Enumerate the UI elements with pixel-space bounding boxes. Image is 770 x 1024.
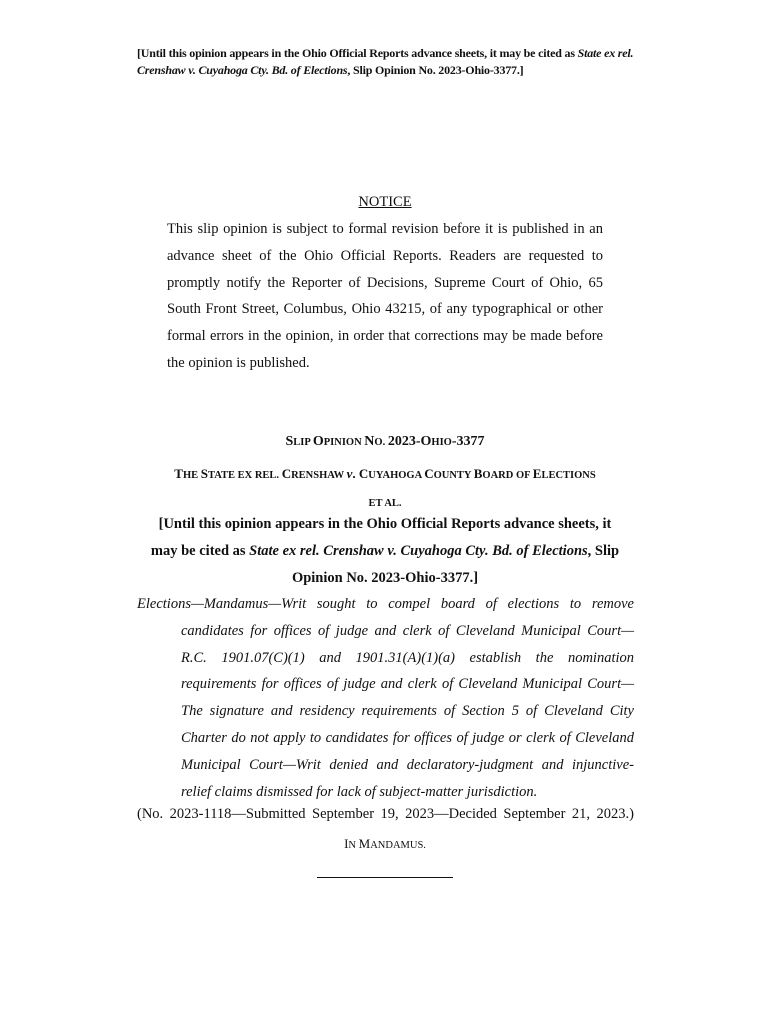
sc-rest: HIO [431, 437, 452, 448]
notice-line: formal errors in the opinion, in order that corrections may be made before [167, 328, 603, 345]
citation-line: Opinion No. 2023-Ohio-3377.] [291, 570, 479, 586]
header-note-case-name: State ex rel. Crenshaw v. Cuyahoga Cty. Bd. of Elections [137, 46, 634, 77]
versus: v [346, 466, 353, 481]
syllabus-line: Charter do not apply to candidates for offices of judge or clerk of Cleveland [181, 729, 634, 746]
sc-letter: -3377 [451, 434, 485, 449]
sc-rest: N [348, 840, 359, 851]
syllabus-line: R.C. 1901.07(C)(1) and 1901.31(A)(1)(a) establish the nomination [181, 649, 634, 666]
sc-rest: . [352, 466, 359, 481]
sc-letter: C [424, 466, 434, 481]
et-al: ET AL. [368, 498, 402, 509]
syllabus-line: candidates for offices of judge and clerk of Cleveland Municipal Court— [181, 622, 634, 639]
sc-rest: OUNTY [433, 470, 474, 481]
sc-rest: OARD OF [482, 470, 533, 481]
notice-line: promptly notify the Reporter of Decisions, Supreme Court of Ohio, 65 [167, 274, 603, 291]
section-divider [317, 877, 453, 878]
syllabus-line: relief claims dismissed for lack of subject-matter jurisdiction. [181, 783, 538, 800]
sc-letter: B [473, 466, 483, 481]
sc-letter: O [312, 434, 324, 449]
citation-line: [Until this opinion appears in the Ohio Official Reports advance sheets, it [158, 516, 612, 532]
header-note-prefix: [Until this opinion appears in the Ohio Official Reports advance sheets, it may be cited as [137, 46, 578, 60]
sc-rest: HE [182, 470, 201, 481]
sc-letter: C [281, 466, 292, 481]
syllabus-line: Elections—Mandamus—Writ sought to compel board of elections to remove [137, 596, 634, 612]
citation-case-name: State ex rel. Crenshaw v. Cuyahoga Cty. Bd. of Elections [249, 543, 588, 559]
in-mandamus [0, 836, 770, 852]
sc-letter: E [532, 466, 542, 481]
case-dates: (No. 2023-1118—Submitted September 19, 2023—Decided September 21, 2023.) [137, 806, 634, 822]
sc-letter: T [174, 466, 183, 481]
citation-block [137, 511, 633, 592]
syllabus-line: requirements for offices of judge and clerk of Cleveland Municipal Court— [181, 676, 634, 693]
notice-line: the opinion is published. [167, 354, 310, 371]
syllabus-line: Municipal Court—Writ denied and declaratory-judgment and injunctive- [181, 756, 634, 773]
sc-rest: TATE EX REL. [207, 470, 282, 481]
sc-letter: M [358, 836, 371, 851]
sc-rest: RENSHAW [291, 470, 347, 481]
citation-line: , Slip [587, 543, 620, 559]
notice-line: South Front Street, Columbus, Ohio 43215, of any typographical or other [167, 301, 603, 318]
syllabus [137, 591, 634, 805]
notice-body [167, 216, 603, 377]
sc-rest: ANDAMUS. [370, 840, 426, 851]
sc-rest: UYAHOGA [368, 470, 425, 481]
header-note-suffix: , Slip Opinion No. 2023-Ohio-3377.] [347, 63, 524, 77]
sc-letter: C [358, 466, 369, 481]
sc-rest: LIP [293, 437, 313, 448]
case-caption [137, 461, 633, 517]
sc-letter: S [285, 434, 294, 449]
notice-title: NOTICE [358, 194, 412, 210]
sc-letter: S [200, 466, 208, 481]
citation-line: may be cited as [150, 543, 250, 559]
header-citation-note [137, 45, 637, 79]
sc-letter: I [344, 836, 349, 851]
syllabus-line: The signature and residency requirements of Section 5 of Cleveland City [181, 703, 634, 720]
slip-opinion-number [0, 434, 770, 450]
notice-line: advance sheet of the Ohio Official Reports. Readers are requested to [167, 247, 603, 264]
sc-rest: PINION [323, 437, 365, 448]
notice-line: This slip opinion is subject to formal revision before it is published in an [167, 221, 603, 237]
sc-rest: O. [374, 437, 388, 448]
sc-letter: 2023-O [387, 434, 432, 449]
sc-letter: N [364, 434, 375, 449]
sc-rest: LECTIONS [541, 470, 596, 481]
